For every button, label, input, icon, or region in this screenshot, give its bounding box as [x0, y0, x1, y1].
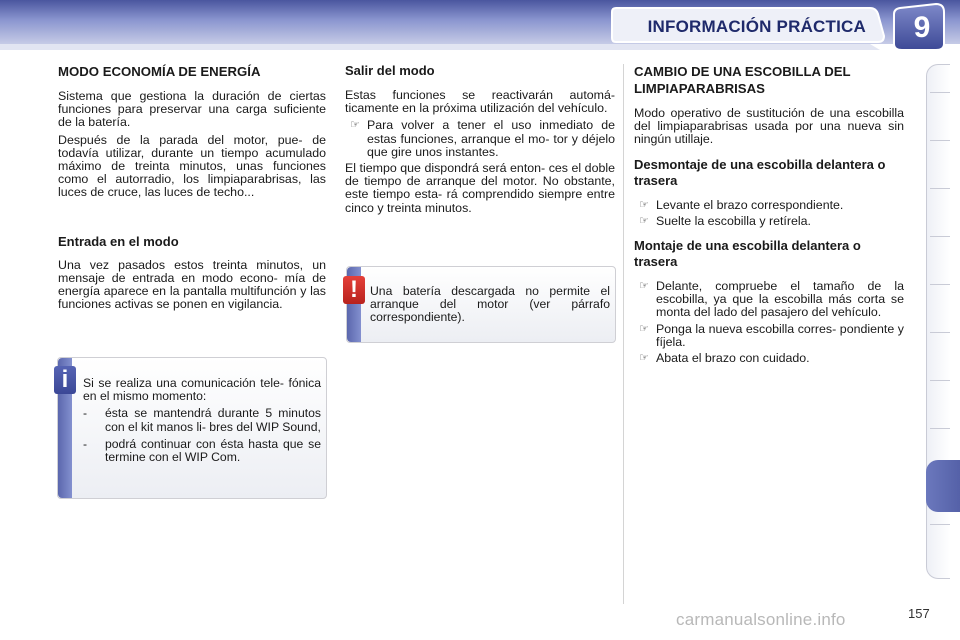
paragraph: Una vez pasados estos treinta minutos, un mensaje de entrada en modo econo- mía de energía aparece en la pantalla multifunción y las funciones activas se ponen en vigilancia.	[58, 257, 326, 312]
hand-pointer-icon: ☞	[350, 119, 360, 132]
info-intro: Si se realiza una comunicación tele- fónica en el mismo momento:	[83, 376, 321, 404]
warning-text: Una batería descargada no permite el arranque del motor (ver párrafo correspondiente).	[370, 284, 610, 325]
list-item: - ésta se mantendrá durante 5 minutos con el kit manos li- bres del WIP Sound,	[83, 406, 321, 434]
subheading-desmontaje: Desmontaje de una escobilla delantera o trasera	[634, 156, 886, 188]
paragraph: Modo operativo de sustitución de una escobilla del limpiaparabrisas usada por una nueva sin ningún utillaje.	[634, 106, 904, 147]
chapter-number: 9	[913, 11, 931, 44]
hand-pointer-icon: ☞	[639, 352, 649, 365]
hand-pointer-icon: ☞	[639, 322, 649, 335]
info-list	[83, 407, 321, 464]
section-title-wiper: CAMBIO DE UNA ESCOBILLA DEL LIMPIAPARABRISAS	[634, 64, 851, 96]
info-callout-body	[83, 377, 321, 468]
column-economy-mode	[58, 63, 326, 315]
list-item: ☞ Para volver a tener el uso inmediato de estas funciones, arranque el mo- tor y déjelo que gire unos instantes.	[350, 118, 615, 159]
chapter-tabs	[926, 64, 960, 579]
info-icon: i	[54, 366, 76, 394]
page-number: 157	[908, 606, 930, 621]
tab-active-chapter[interactable]	[926, 460, 960, 512]
hand-pointer-icon: ☞	[639, 214, 649, 227]
info-callout	[57, 357, 327, 499]
warning-callout	[346, 266, 616, 343]
tab-divider	[930, 236, 950, 237]
list-item: ☞ Delante, compruebe el tamaño de la escobilla, ya que la escobilla más corta se monta del lado del pasajero del vehículo.	[639, 279, 904, 320]
subheading-entrada: Entrada en el modo	[58, 233, 179, 249]
hand-pointer-icon: ☞	[639, 198, 649, 211]
page-header	[0, 0, 960, 52]
column-wiper-blade	[634, 63, 904, 368]
paragraph: Después de la parada del motor, pue- de todavía utilizar, durante un tiempo acumulado máximo de treinta minutos, unas funciones como el autorradio, los limpiaparabrisas, las luces de cruce, las luces de techo...	[58, 132, 326, 200]
paragraph: El tiempo que dispondrá será enton- ces el doble de tiempo de arranque del motor. No obstante, este tiempo esta- rá comprendido siempre entre cinco y treinta minutos.	[345, 161, 615, 215]
montaje-list	[634, 280, 904, 365]
warning-icon: !	[343, 276, 365, 304]
list-item: ☞ Suelte la escobilla y retírela.	[639, 213, 811, 228]
tab-divider	[930, 92, 950, 93]
list-item: ☞ Abata el brazo con cuidado.	[639, 351, 810, 366]
column-exit-mode	[345, 63, 615, 219]
tab-divider	[930, 140, 950, 141]
subheading-montaje: Montaje de una escobilla delantera o trasera	[634, 238, 861, 270]
desmontaje-list	[634, 199, 904, 228]
tab-divider	[930, 332, 950, 333]
tab-divider	[930, 428, 950, 429]
tab-divider	[930, 284, 950, 285]
hand-pointer-icon: ☞	[639, 280, 649, 293]
section-title-economy: MODO ECONOMÍA DE ENERGÍA	[58, 64, 261, 79]
header-title: INFORMACIÓN PRÁCTICA	[647, 17, 866, 36]
paragraph: Sistema que gestiona la duración de ciertas funciones para preservar una carga suficiente de la batería.	[58, 89, 326, 130]
list-item: ☞ Ponga la nueva escobilla corres- pondiente y fíjela.	[639, 321, 904, 349]
tab-divider	[930, 188, 950, 189]
tab-divider	[930, 380, 950, 381]
warning-callout-body	[370, 285, 610, 329]
list-item: ☞ Levante el brazo correspondiente.	[639, 197, 844, 212]
watermark: carmanualsonline.info	[676, 610, 846, 629]
paragraph: Estas funciones se reactivarán automá- ticamente en la próxima utilización del vehículo.	[345, 88, 615, 116]
subheading-salir: Salir del modo	[345, 63, 435, 78]
exit-bullets	[345, 119, 615, 159]
tab-divider	[930, 524, 950, 525]
list-item: - podrá continuar con ésta hasta que se termine con el WIP Com.	[83, 436, 321, 465]
column-separator	[623, 64, 624, 604]
